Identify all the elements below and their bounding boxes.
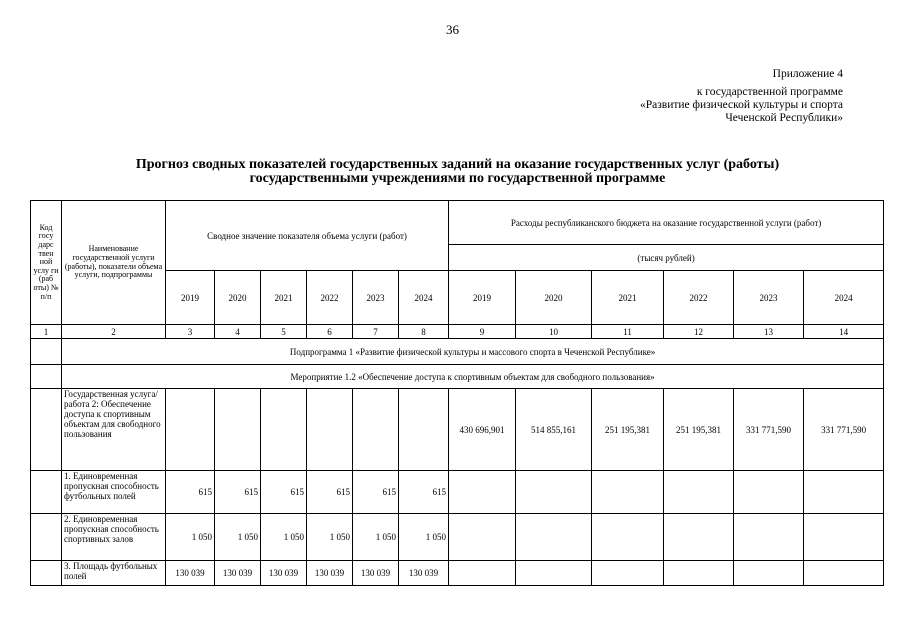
year-header: 2019 [166, 271, 215, 325]
column-number: 13 [734, 325, 804, 339]
measure-row [31, 365, 884, 389]
expense-cell: 331 771,590 [804, 389, 884, 471]
volume-cell: 1 050 [261, 514, 307, 561]
expense-cell [804, 561, 884, 586]
volume-cell: 1 050 [166, 514, 215, 561]
volume-cell: 1 050 [307, 514, 353, 561]
volume-cell [353, 389, 399, 471]
year-header: 2023 [734, 271, 804, 325]
expense-cell [664, 561, 734, 586]
column-number: 6 [307, 325, 353, 339]
row-name: 3. Площадь футбольных полей [62, 561, 166, 586]
column-number: 9 [449, 325, 516, 339]
forecast-table [30, 200, 884, 586]
expense-cell [734, 561, 804, 586]
expense-cell [804, 471, 884, 514]
column-number: 12 [664, 325, 734, 339]
volume-cell: 615 [261, 471, 307, 514]
volume-cell [261, 389, 307, 471]
expense-cell [592, 561, 664, 586]
column-number: 2 [62, 325, 166, 339]
volume-cell: 130 039 [307, 561, 353, 586]
column-number: 14 [804, 325, 884, 339]
volume-cell: 130 039 [166, 561, 215, 586]
subprogram-row [31, 339, 884, 365]
volume-cell: 1 050 [215, 514, 261, 561]
table-row [31, 471, 884, 514]
expense-cell: 514 855,161 [516, 389, 592, 471]
empty-cell [31, 389, 62, 471]
volume-cell: 615 [353, 471, 399, 514]
year-header: 2022 [664, 271, 734, 325]
page-number: 36 [446, 22, 459, 37]
volume-cell: 1 050 [399, 514, 449, 561]
volume-cell: 615 [215, 471, 261, 514]
expense-cell [516, 514, 592, 561]
measure-label: Мероприятие 1.2 «Обеспечение доступа к спортивным объектам для свободного пользования» [62, 365, 884, 389]
column-number-row [31, 325, 884, 339]
subprogram-label: Подпрограмма 1 «Развитие физической культуры и массового спорта в Чеченской Республике» [62, 339, 884, 365]
volume-cell [307, 389, 353, 471]
volume-cell: 130 039 [215, 561, 261, 586]
year-header: 2020 [516, 271, 592, 325]
column-number: 7 [353, 325, 399, 339]
year-header: 2021 [261, 271, 307, 325]
year-header: 2021 [592, 271, 664, 325]
expense-cell [734, 514, 804, 561]
volume-cell: 615 [399, 471, 449, 514]
expense-cell [449, 514, 516, 561]
year-header: 2023 [353, 271, 399, 325]
volume-cell: 130 039 [399, 561, 449, 586]
header-volume-group: Сводное значение показателя объема услуги (работ) [166, 201, 449, 271]
table-row [31, 389, 884, 471]
volume-cell: 615 [166, 471, 215, 514]
appendix-title: Приложение 4 [772, 68, 843, 80]
year-header: 2022 [307, 271, 353, 325]
expense-cell [804, 514, 884, 561]
title-line: Прогноз сводных показателей государственных заданий на оказание государственных услуг (работы) [135, 157, 780, 172]
column-number: 4 [215, 325, 261, 339]
year-header: 2019 [449, 271, 516, 325]
header-name: Наименование государственной услуги (работы), показатели объема услуги, подпрограммы [62, 201, 166, 325]
expense-cell [592, 514, 664, 561]
appendix-line: «Развитие физической культуры и спорта [640, 99, 843, 111]
header-code: Код госу дарс твен ной услу ги (раб оты) № п/п [31, 201, 62, 325]
expense-cell [734, 471, 804, 514]
volume-cell: 1 050 [353, 514, 399, 561]
expense-cell [592, 471, 664, 514]
column-number: 5 [261, 325, 307, 339]
header-expense-group: Расходы республиканского бюджета на оказание государственной услуги (работ) [449, 201, 884, 245]
expense-cell: 430 696,901 [449, 389, 516, 471]
empty-cell [31, 514, 62, 561]
table-row [31, 514, 884, 561]
volume-cell: 130 039 [353, 561, 399, 586]
year-header: 2024 [399, 271, 449, 325]
empty-cell [31, 471, 62, 514]
column-number: 1 [31, 325, 62, 339]
expense-cell [664, 514, 734, 561]
row-name: Государственная услуга/работа 2: Обеспечение доступа к спортивным объектам для свободного пользования [62, 389, 166, 471]
volume-cell [166, 389, 215, 471]
document-title [30, 158, 885, 186]
appendix-line: Чеченской Республики» [725, 112, 843, 124]
column-number: 10 [516, 325, 592, 339]
empty-cell [31, 339, 62, 365]
expense-cell [449, 471, 516, 514]
column-number: 3 [166, 325, 215, 339]
volume-cell: 130 039 [261, 561, 307, 586]
expense-cell: 251 195,381 [592, 389, 664, 471]
column-number: 8 [399, 325, 449, 339]
appendix-block [640, 68, 843, 125]
expense-cell [516, 561, 592, 586]
year-header: 2024 [804, 271, 884, 325]
appendix-line: к государственной программе [696, 86, 843, 98]
expense-cell [449, 561, 516, 586]
volume-cell: 615 [307, 471, 353, 514]
volume-cell [399, 389, 449, 471]
column-number: 11 [592, 325, 664, 339]
title-line: государственными учреждениями по государственной программе [249, 171, 666, 186]
year-header: 2020 [215, 271, 261, 325]
empty-cell [31, 561, 62, 586]
volume-cell [215, 389, 261, 471]
expense-cell: 251 195,381 [664, 389, 734, 471]
expense-cell [664, 471, 734, 514]
table-row [31, 561, 884, 586]
expense-cell [516, 471, 592, 514]
expense-cell: 331 771,590 [734, 389, 804, 471]
header-expense-unit: (тысяч рублей) [449, 245, 884, 271]
row-name: 2. Единовременная пропускная способность спортивных залов [62, 514, 166, 561]
empty-cell [31, 365, 62, 389]
row-name: 1. Единовременная пропускная способность футбольных полей [62, 471, 166, 514]
